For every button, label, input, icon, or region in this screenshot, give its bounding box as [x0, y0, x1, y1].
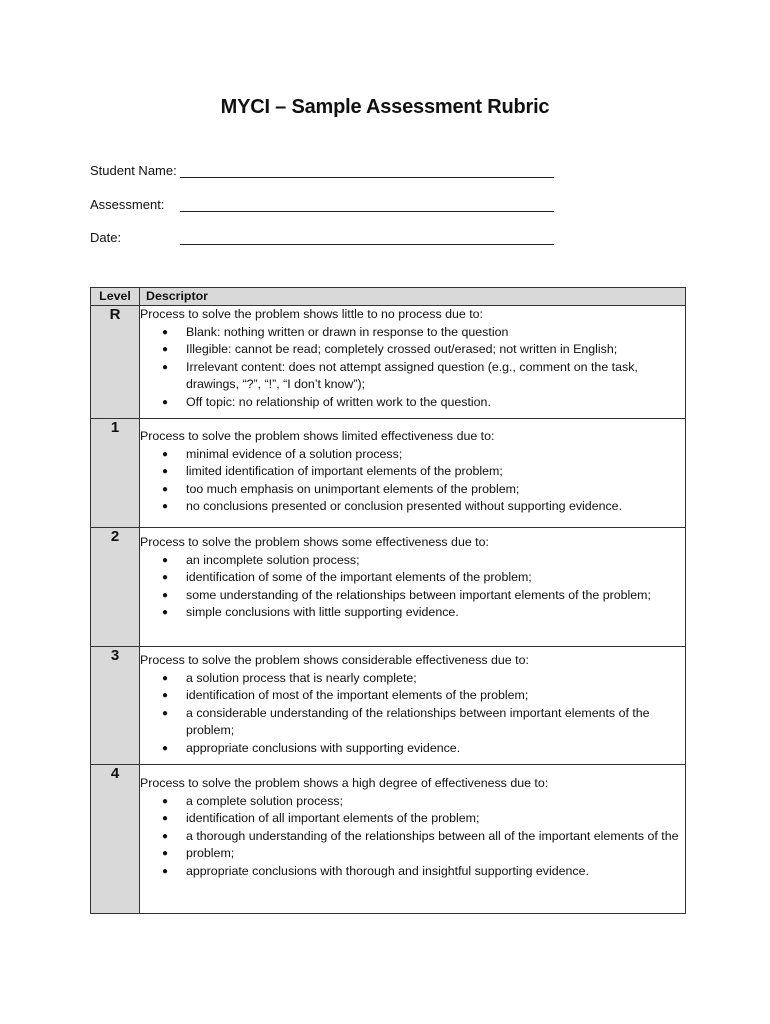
- rubric-row-r: [91, 306, 686, 419]
- descriptor-column-header: [140, 288, 686, 306]
- level-cell: R: [91, 306, 140, 419]
- descriptor-bullet: ● a complete solution process;: [140, 793, 685, 811]
- descriptor-bullet-list: [140, 552, 685, 622]
- descriptor-intro: Process to solve the problem shows limited effectiveness due to:: [140, 429, 495, 443]
- level-cell: 4: [91, 765, 140, 914]
- descriptor-intro: Process to solve the problem shows little to no process due to:: [140, 307, 483, 321]
- descriptor-bullet: ● Blank: nothing written or drawn in response to the question: [140, 324, 685, 342]
- student-name-label: Student Name:: [90, 163, 177, 178]
- rubric-table: [90, 287, 686, 914]
- descriptor-bullet: ● limited identification of important elements of the problem;: [140, 463, 685, 481]
- descriptor-bullet: ● Illegible: cannot be read; completely crossed out/erased; not written in English;: [140, 341, 685, 359]
- descriptor-intro: Process to solve the problem shows some effectiveness due to:: [140, 535, 489, 549]
- rubric-header-row: [91, 288, 686, 306]
- descriptor-bullet: ● simple conclusions with little supporting evidence.: [140, 604, 685, 622]
- descriptor-bullet: ● identification of all important elements of the problem;: [140, 810, 685, 828]
- descriptor-bullet-list: [140, 446, 685, 516]
- descriptor-cell: [140, 419, 686, 528]
- rubric-row-4: [91, 765, 686, 914]
- date-label: Date:: [90, 230, 122, 245]
- descriptor-header-label: Descriptor: [146, 289, 208, 303]
- level-cell: 2: [91, 528, 140, 647]
- assessment-blank-line[interactable]: [180, 211, 554, 212]
- descriptor-bullet: ● some understanding of the relationships between important elements of the problem;: [140, 587, 685, 605]
- descriptor-bullet: ● identification of some of the important elements of the problem;: [140, 569, 685, 587]
- descriptor-bullet-list: [140, 793, 685, 881]
- descriptor-bullet: ● minimal evidence of a solution process;: [140, 446, 685, 464]
- descriptor-bullet: ● appropriate conclusions with supporting evidence.: [140, 740, 685, 758]
- descriptor-bullet: ● a thorough understanding of the relationships between all of the important elements of the: [140, 828, 685, 846]
- document-title: MYCI – Sample Assessment Rubric: [220, 96, 550, 118]
- descriptor-bullet: ● identification of most of the important elements of the problem;: [140, 687, 685, 705]
- descriptor-cell: [140, 528, 686, 647]
- level-column-header: Level: [91, 288, 140, 306]
- descriptor-bullet: ● an incomplete solution process;: [140, 552, 685, 570]
- descriptor-bullet: ● appropriate conclusions with thorough and insightful supporting evidence.: [140, 863, 685, 881]
- date-blank-line[interactable]: [180, 244, 554, 245]
- rubric-row-1: [91, 419, 686, 528]
- descriptor-bullet-list: [140, 324, 685, 412]
- descriptor-bullet: ● Irrelevant content: does not attempt assigned question (e.g., comment on the task, drawings, “?”, “!”, “I don’t know”);: [140, 359, 685, 394]
- descriptor-bullet-list: [140, 670, 685, 758]
- descriptor-cell: [140, 647, 686, 765]
- descriptor-intro: Process to solve the problem shows considerable effectiveness due to:: [140, 653, 529, 667]
- rubric-row-2: [91, 528, 686, 647]
- descriptor-bullet: ● Off topic: no relationship of written work to the question.: [140, 394, 685, 412]
- student-name-blank-line[interactable]: [180, 177, 554, 178]
- descriptor-cell: [140, 765, 686, 914]
- descriptor-bullet: ● a solution process that is nearly complete;: [140, 670, 685, 688]
- descriptor-cell: [140, 306, 686, 419]
- descriptor-bullet: ● no conclusions presented or conclusion presented without supporting evidence.: [140, 498, 685, 516]
- level-cell: 1: [91, 419, 140, 528]
- rubric-row-3: [91, 647, 686, 765]
- descriptor-bullet: ● a considerable understanding of the relationships between important elements of the problem;: [140, 705, 685, 740]
- assessment-label: Assessment:: [90, 197, 165, 212]
- level-cell: 3: [91, 647, 140, 765]
- descriptor-bullet: ● problem;: [140, 845, 685, 863]
- descriptor-intro: Process to solve the problem shows a high degree of effectiveness due to:: [140, 776, 549, 790]
- descriptor-bullet: ● too much emphasis on unimportant elements of the problem;: [140, 481, 685, 499]
